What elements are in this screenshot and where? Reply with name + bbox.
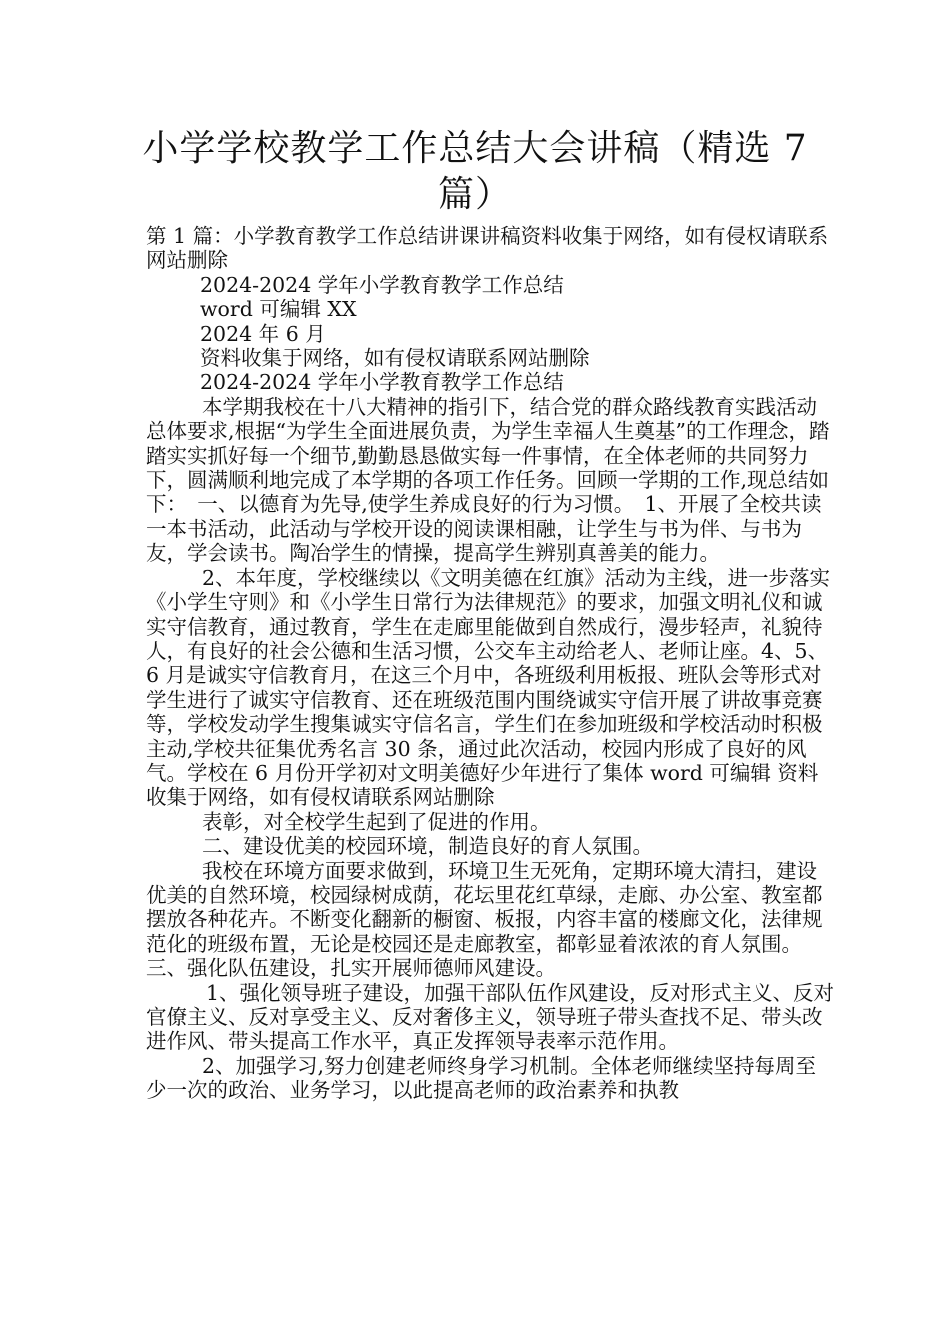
paragraph-section-2: 二、建设优美的校园环境，制造良好的育人氛围。 bbox=[202, 834, 653, 859]
paragraph-item-2: 2、本年度，学校继续以《文明美德在红旗》活动为主线，进一步落实《小学生守则》和《小学生日常行为法律规范》的要求，加强文明礼仪和诚实守信教育，通过教育，学生在走廊里能做到自然成行，漫步轻声，礼貌待人，有良好的社会公德和生活习惯，公交车主动给老人、老师让座。4、5、6 月是诚实守信教育月，在这三个月中，各班级利用板报、班队会等形式对学生进行了诚实守信教育、还在班级范围内围绕诚实守信开展了讲故事竞赛等，学校发动学生搜集诚实守信名言，学生们在参加班级和学校活动时积极主动,学校共征集优秀名言 30 条，通过此次活动，校园内形成了良好的风气。学校在 6 月份开学初对文明美德好少年进行了集体 word 可编辑 资料收集于网络，如有侵权请联系网站删除 bbox=[146, 565, 831, 810]
paragraph-intro: 第 1 篇：小学教育教学工作总结讲课讲稿资料收集于网络，如有侵权请联系网站删除 bbox=[146, 224, 829, 273]
paragraph-heading-repeat: 2024-2024 学年小学教育教学工作总结 bbox=[200, 370, 564, 395]
paragraph-overview: 本学期我校在十八大精神的指引下，结合党的群众路线教育实践活动总体要求,根据“为学生全面进展负责，为学生幸福人生奠基”的工作理念，踏踏实实抓好每一个细节,勤勤恳恳做实每一件事情，在全体老师的共同努力下，圆满顺利地完成了本学期的各项工作任务。回顾一学期的工作,现总结如下： 一、以德育为先导,使学生养成良好的行为习惯。 1、开展了全校共读一本书活动，此活动与学校开设的阅读课相融，让学生与书为伴、与书为友，学会读书。陶冶学生的情操，提高学生辨别真善美的能力。 bbox=[146, 394, 830, 566]
paragraph-environment: 我校在环境方面要求做到，环境卫生无死角，定期环境大清扫，建设优美的自然环境，校园绿树成荫，花坛里花红草绿，走廊、办公室、教室都摆放各种花卉。不断变化翻新的橱窗、板报，内容丰富的楼廊文化，法律规范化的班级布置，无论是校园还是走廊教室，都彰显着浓浓的育人氛围。 三、强化队伍建设，扎实开展师德师风建设。 bbox=[146, 858, 823, 981]
document-title: 小学学校教学工作总结大会讲稿（精选 7 篇） bbox=[142, 128, 808, 215]
paragraph-leadership: 1、强化领导班子建设，加强干部队伍作风建设，反对形式主义、反对官僚主义、反对享受主义、反对奢侈主义，领导班子带头查找不足、带头改进作风、带头提高工作水平，真正发挥领导表率示范作用。 bbox=[146, 980, 835, 1054]
paragraph-editable: word 可编辑 XX bbox=[200, 297, 357, 322]
paragraph-commendation: 表彰，对全校学生起到了促进的作用。 bbox=[202, 809, 551, 834]
paragraph-date: 2024 年 6 月 bbox=[200, 321, 326, 346]
paragraph-source-note: 资料收集于网络，如有侵权请联系网站删除 bbox=[200, 346, 590, 371]
paragraph-learning: 2、加强学习,努力创建老师终身学习机制。全体老师继续坚持每周至少一次的政治、业务学习，以此提高老师的政治素养和执教 bbox=[146, 1053, 817, 1103]
document-body bbox=[146, 224, 836, 1103]
paragraph-heading-year: 2024-2024 学年小学教育教学工作总结 bbox=[200, 272, 564, 297]
